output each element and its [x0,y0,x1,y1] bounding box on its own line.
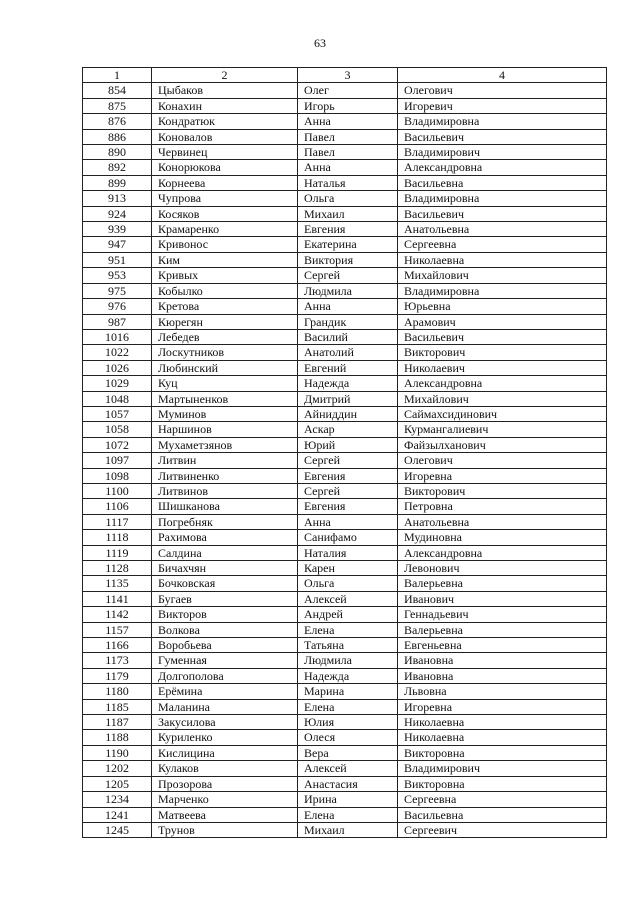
record-number-cell: 1072 [83,437,152,452]
patronymic-cell: Васильевна [398,175,607,190]
record-number-cell: 953 [83,268,152,283]
table-row [83,638,607,653]
surname-cell: Кобылко [152,283,298,298]
surname-cell: Лебедев [152,329,298,344]
patronymic-cell: Игоревна [398,699,607,714]
surname-cell: Мухаметзянов [152,437,298,452]
patronymic-cell: Викторович [398,483,607,498]
first-name-cell: Анна [298,160,398,175]
table-row [83,129,607,144]
patronymic-cell: Васильевич [398,206,607,221]
patronymic-cell: Васильевич [398,129,607,144]
record-number-cell: 1058 [83,422,152,437]
first-name-cell: Сергей [298,453,398,468]
first-name-cell: Михаил [298,206,398,221]
record-number-cell: 1142 [83,607,152,622]
first-name-cell: Наталья [298,175,398,190]
record-number-cell: 1173 [83,653,152,668]
first-name-cell: Евгения [298,468,398,483]
record-number-cell: 1157 [83,622,152,637]
surname-cell: Наршинов [152,422,298,437]
table-row [83,160,607,175]
first-name-cell: Аскар [298,422,398,437]
patronymic-cell: Владимирович [398,761,607,776]
surname-cell: Литвин [152,453,298,468]
record-number-cell: 1117 [83,514,152,529]
first-name-cell: Сергей [298,483,398,498]
patronymic-cell: Владимировна [398,191,607,206]
table-row [83,576,607,591]
patronymic-cell: Викторович [398,345,607,360]
patronymic-cell: Ивановна [398,668,607,683]
surname-cell: Воробьева [152,638,298,653]
table-row [83,545,607,560]
record-number-cell: 1188 [83,730,152,745]
patronymic-cell: Анатольевна [398,222,607,237]
table-row [83,745,607,760]
table-row [83,376,607,391]
patronymic-cell: Курмангалиевич [398,422,607,437]
record-number-cell: 1187 [83,715,152,730]
patronymic-cell: Ивановна [398,653,607,668]
table-row [83,483,607,498]
patronymic-cell: Александровна [398,160,607,175]
surname-cell: Ким [152,252,298,267]
first-name-cell: Людмила [298,283,398,298]
column-header-2: 2 [152,68,298,83]
table-row [83,761,607,776]
first-name-cell: Дмитрий [298,391,398,406]
table-header-row [83,68,607,83]
patronymic-cell: Мудиновна [398,530,607,545]
first-name-cell: Елена [298,807,398,822]
surname-cell: Крамаренко [152,222,298,237]
record-number-cell: 947 [83,237,152,252]
patronymic-cell: Александровна [398,545,607,560]
surname-cell: Литвиненко [152,468,298,483]
table-row [83,699,607,714]
first-name-cell: Анастасия [298,776,398,791]
first-name-cell: Айниддин [298,406,398,421]
surname-cell: Марченко [152,792,298,807]
record-number-cell: 1098 [83,468,152,483]
patronymic-cell: Сергеевна [398,792,607,807]
first-name-cell: Ольга [298,191,398,206]
surname-cell: Цыбаков [152,83,298,98]
table-row [83,591,607,606]
patronymic-cell: Иванович [398,591,607,606]
surname-cell: Косяков [152,206,298,221]
surname-cell: Кюрегян [152,314,298,329]
first-name-cell: Елена [298,622,398,637]
surname-cell: Долгополова [152,668,298,683]
table-row [83,776,607,791]
table-row [83,437,607,452]
table-row [83,715,607,730]
patronymic-cell: Олегович [398,453,607,468]
first-name-cell: Екатерина [298,237,398,252]
surname-cell: Любинский [152,360,298,375]
first-name-cell: Анна [298,514,398,529]
patronymic-cell: Михайлович [398,268,607,283]
table-row [83,345,607,360]
table-row [83,252,607,267]
first-name-cell: Анна [298,114,398,129]
record-number-cell: 1100 [83,483,152,498]
record-number-cell: 1241 [83,807,152,822]
record-number-cell: 1245 [83,822,152,837]
record-number-cell: 976 [83,299,152,314]
first-name-cell: Сергей [298,268,398,283]
surname-cell: Лоскутников [152,345,298,360]
table-row [83,514,607,529]
surname-cell: Кривонос [152,237,298,252]
table-row [83,468,607,483]
page-number: 63 [314,36,326,50]
first-name-cell: Василий [298,329,398,344]
patronymic-cell: Сергеевна [398,237,607,252]
record-number-cell: 899 [83,175,152,190]
first-name-cell: Евгений [298,360,398,375]
table-row [83,206,607,221]
first-name-cell: Вера [298,745,398,760]
surname-cell: Бочковская [152,576,298,591]
first-name-cell: Алексей [298,591,398,606]
table-row [83,314,607,329]
patronymic-cell: Игоревна [398,468,607,483]
record-number-cell: 892 [83,160,152,175]
patronymic-cell: Николаевна [398,715,607,730]
record-number-cell: 854 [83,83,152,98]
surname-cell: Трунов [152,822,298,837]
table-row [83,391,607,406]
table-row [83,98,607,113]
surname-cell: Конорюкова [152,160,298,175]
table-row [83,668,607,683]
table-row [83,792,607,807]
record-number-cell: 1202 [83,761,152,776]
surname-cell: Конахин [152,98,298,113]
record-number-cell: 987 [83,314,152,329]
table-row [83,499,607,514]
surname-cell: Кретова [152,299,298,314]
first-name-cell: Евгения [298,222,398,237]
record-number-cell: 1048 [83,391,152,406]
patronymic-cell: Николаевна [398,252,607,267]
surname-cell: Закусилова [152,715,298,730]
record-number-cell: 1205 [83,776,152,791]
table-row [83,114,607,129]
table-row [83,329,607,344]
patronymic-cell: Валерьевна [398,576,607,591]
table-row [83,222,607,237]
table-row [83,191,607,206]
surname-cell: Маланина [152,699,298,714]
patronymic-cell: Саймахсидинович [398,406,607,421]
record-number-cell: 975 [83,283,152,298]
surname-cell: Кривых [152,268,298,283]
record-number-cell: 1097 [83,453,152,468]
surname-cell: Чупрова [152,191,298,206]
patronymic-cell: Петровна [398,499,607,514]
first-name-cell: Анатолий [298,345,398,360]
patronymic-cell: Евгеньевна [398,638,607,653]
column-header-1: 1 [83,68,152,83]
first-name-cell: Надежда [298,668,398,683]
table-row [83,83,607,98]
record-number-cell: 1190 [83,745,152,760]
record-number-cell: 890 [83,145,152,160]
surname-cell: Муминов [152,406,298,421]
surname-cell: Ерёмина [152,684,298,699]
surname-cell: Червинец [152,145,298,160]
record-number-cell: 1029 [83,376,152,391]
first-name-cell: Санифамо [298,530,398,545]
table-row [83,822,607,837]
record-number-cell: 886 [83,129,152,144]
surname-cell: Матвеева [152,807,298,822]
record-number-cell: 1135 [83,576,152,591]
surname-cell: Коновалов [152,129,298,144]
column-header-3: 3 [298,68,398,83]
surname-cell: Шишканова [152,499,298,514]
first-name-cell: Карен [298,561,398,576]
first-name-cell: Ольга [298,576,398,591]
first-name-cell: Павел [298,129,398,144]
surname-cell: Бичахчян [152,561,298,576]
patronymic-cell: Васильевна [398,807,607,822]
surname-cell: Кондратюк [152,114,298,129]
table-row [83,360,607,375]
first-name-cell: Ирина [298,792,398,807]
table-row [83,268,607,283]
surname-cell: Корнеева [152,175,298,190]
patronymic-cell: Сергеевич [398,822,607,837]
patronymic-cell: Юрьевна [398,299,607,314]
patronymic-cell: Владимировна [398,283,607,298]
patronymic-cell: Левонович [398,561,607,576]
record-number-cell: 939 [83,222,152,237]
first-name-cell: Алексей [298,761,398,776]
first-name-cell: Андрей [298,607,398,622]
first-name-cell: Павел [298,145,398,160]
record-number-cell: 1026 [83,360,152,375]
first-name-cell: Олеся [298,730,398,745]
record-number-cell: 1128 [83,561,152,576]
surname-cell: Куц [152,376,298,391]
table-row [83,237,607,252]
table-row [83,807,607,822]
table-row [83,283,607,298]
surname-cell: Кислицина [152,745,298,760]
first-name-cell: Татьяна [298,638,398,653]
first-name-cell: Евгения [298,499,398,514]
first-name-cell: Юрий [298,437,398,452]
patronymic-cell: Викторовна [398,745,607,760]
first-name-cell: Игорь [298,98,398,113]
first-name-cell: Виктория [298,252,398,267]
record-number-cell: 1118 [83,530,152,545]
surname-cell: Рахимова [152,530,298,545]
patronymic-cell: Арамович [398,314,607,329]
first-name-cell: Наталия [298,545,398,560]
patronymic-cell: Анатольевна [398,514,607,529]
record-number-cell: 924 [83,206,152,221]
record-number-cell: 1180 [83,684,152,699]
record-number-cell: 913 [83,191,152,206]
patronymic-cell: Игоревич [398,98,607,113]
patronymic-cell: Владимирович [398,145,607,160]
first-name-cell: Людмила [298,653,398,668]
table-row [83,453,607,468]
record-number-cell: 1141 [83,591,152,606]
patronymic-cell: Файзылханович [398,437,607,452]
patronymic-cell: Львовна [398,684,607,699]
table-row [83,299,607,314]
record-number-cell: 951 [83,252,152,267]
table-row [83,653,607,668]
surname-cell: Погребняк [152,514,298,529]
record-number-cell: 1106 [83,499,152,514]
patronymic-cell: Николаевич [398,360,607,375]
first-name-cell: Михаил [298,822,398,837]
surname-cell: Куриленко [152,730,298,745]
record-number-cell: 1016 [83,329,152,344]
table-row [83,730,607,745]
first-name-cell: Грандик [298,314,398,329]
patronymic-cell: Владимировна [398,114,607,129]
surname-cell: Литвинов [152,483,298,498]
table-row [83,145,607,160]
patronymic-cell: Александровна [398,376,607,391]
table-row [83,622,607,637]
patronymic-cell: Валерьевна [398,622,607,637]
patronymic-cell: Викторовна [398,776,607,791]
column-header-4: 4 [398,68,607,83]
surname-cell: Бугаев [152,591,298,606]
table-row [83,175,607,190]
first-name-cell: Марина [298,684,398,699]
surname-cell: Волкова [152,622,298,637]
table-row [83,561,607,576]
record-number-cell: 876 [83,114,152,129]
patronymic-cell: Олегович [398,83,607,98]
table-row [83,607,607,622]
record-number-cell: 1234 [83,792,152,807]
surname-cell: Викторов [152,607,298,622]
first-name-cell: Анна [298,299,398,314]
record-number-cell: 1179 [83,668,152,683]
surname-cell: Гуменная [152,653,298,668]
table-row [83,684,607,699]
table-body [83,83,607,838]
table-row [83,530,607,545]
record-number-cell: 1022 [83,345,152,360]
record-number-cell: 1057 [83,406,152,421]
table-row [83,422,607,437]
roster-table [82,67,607,838]
record-number-cell: 1166 [83,638,152,653]
patronymic-cell: Васильевич [398,329,607,344]
surname-cell: Кулаков [152,761,298,776]
patronymic-cell: Николаевна [398,730,607,745]
first-name-cell: Юлия [298,715,398,730]
table-row [83,406,607,421]
first-name-cell: Елена [298,699,398,714]
first-name-cell: Надежда [298,376,398,391]
record-number-cell: 875 [83,98,152,113]
first-name-cell: Олег [298,83,398,98]
patronymic-cell: Геннадьевич [398,607,607,622]
record-number-cell: 1119 [83,545,152,560]
surname-cell: Салдина [152,545,298,560]
surname-cell: Мартыненков [152,391,298,406]
patronymic-cell: Михайлович [398,391,607,406]
record-number-cell: 1185 [83,699,152,714]
surname-cell: Прозорова [152,776,298,791]
